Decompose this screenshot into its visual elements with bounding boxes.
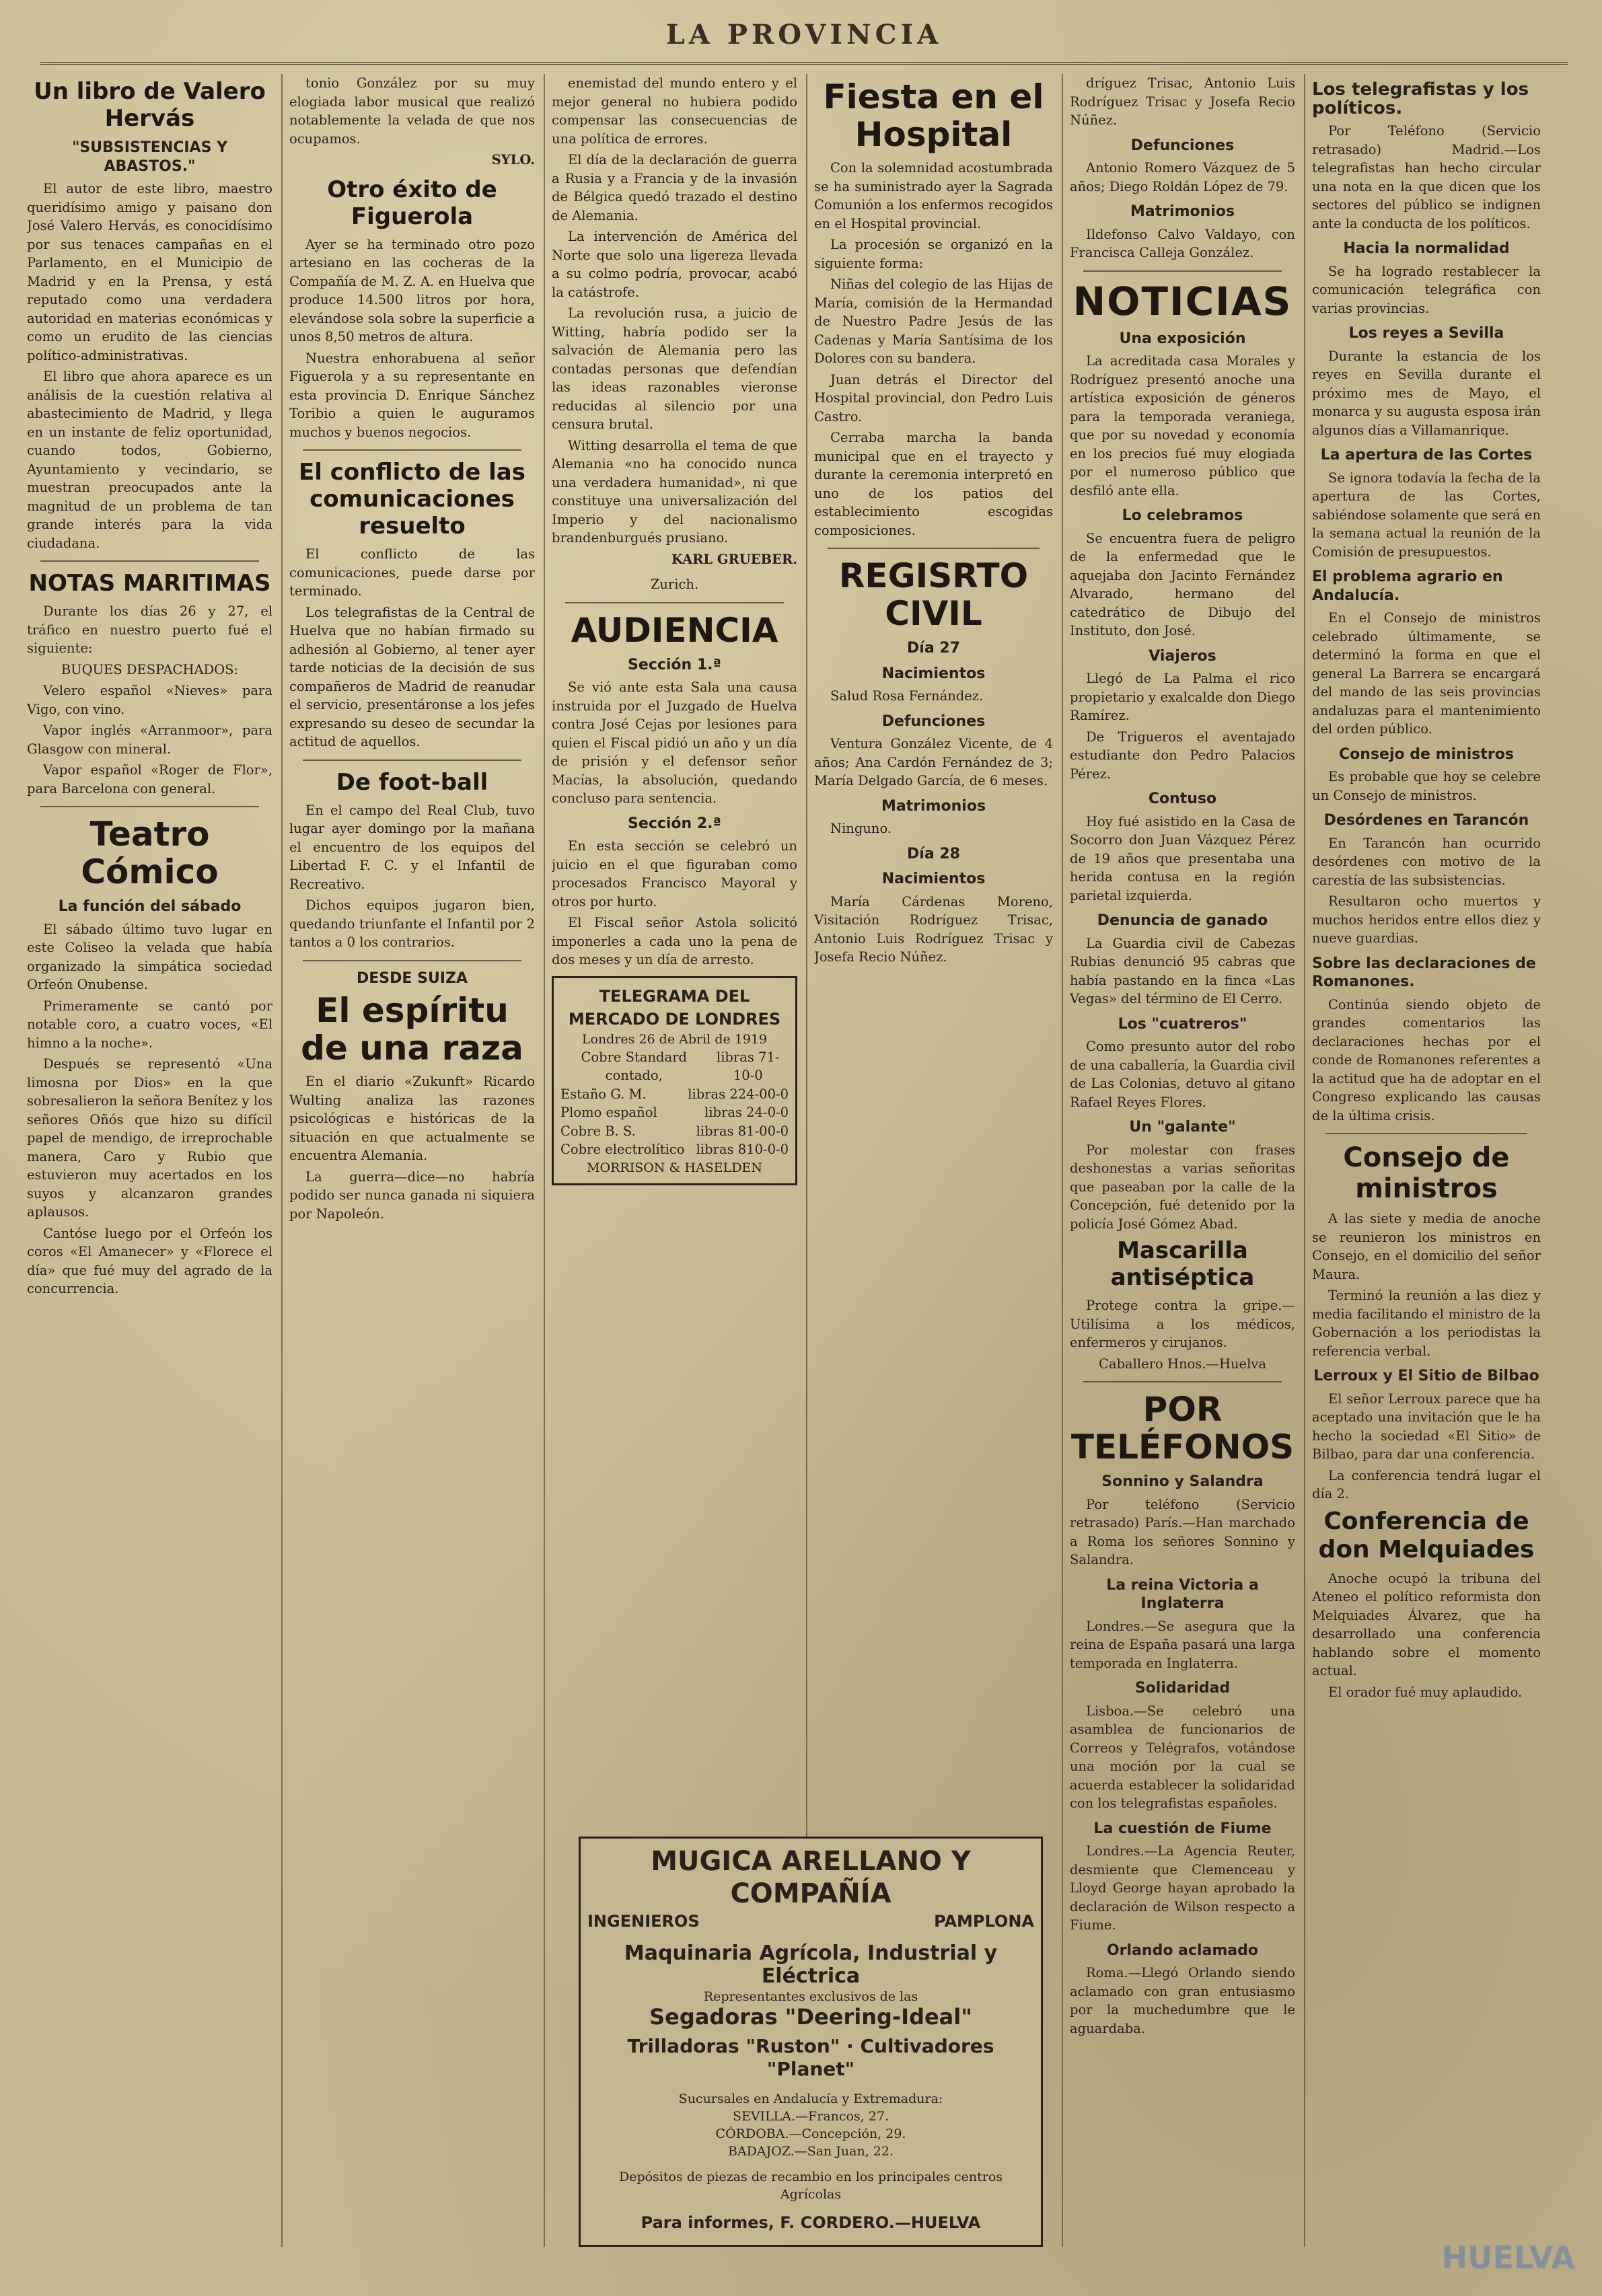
paragraph: Lisboa.—Se celebró una asamblea de funcionarios de Correos y Telégrafos, votándose una moción por la cual se acuerda establecer la solidaridad con los telegrafistas españoles. (1070, 1703, 1295, 1811)
paragraph: Ayer se ha terminado otro pozo artesiano en las cocheras de la Compañía de M. Z. A. en Huelva que produce 14.500 litros por hora, elevándose sola sobre la superficie a unos 8,50 metros de altura. (289, 236, 535, 344)
subhead: La reina Victoria a Inglaterra (1106, 1576, 1259, 1612)
paragraph: De Trigueros el aventajado estudiante don Pedro Palacios Pérez. (1070, 729, 1295, 782)
paragraph: En el diario «Zukunft» Ricardo Wulting analiza las razones psicológicas e históricas de la situación en que actualmente se encuentra Alemania. (289, 1074, 535, 1163)
ad-city: PAMPLONA (934, 1912, 1034, 1931)
headline-consejo: Consejo de ministros (1343, 1142, 1510, 1204)
subhead: Orlando aclamado (1106, 1941, 1259, 1959)
paragraph: En el campo del Real Club, tuvo lugar ayer domingo por la mañana el encuentro de los equipos del Libertad F. C. y el Infantil de Recreativo. (289, 802, 535, 892)
headline-registro-civil: REGISRTO CIVIL (838, 556, 1029, 633)
separator (565, 602, 784, 603)
paragraph: La guerra—dice—no habría podido ser nunca ganada ni siquiera por Napoleón. (289, 1169, 535, 1222)
headline-audiencia: AUDIENCIA (571, 610, 778, 650)
paragraph: La conferencia tendrá lugar el día 2. (1312, 1467, 1541, 1502)
column-rule (1062, 74, 1063, 2247)
separator (303, 960, 521, 961)
signature: KARL GRUEBER. (671, 551, 797, 567)
telegram-row (560, 1140, 789, 1159)
telegram-row (560, 1085, 789, 1104)
paragraph: Ildefonso Calvo Valdayo, con Francisca Calleja González. (1070, 226, 1295, 260)
subhead: Hacia la normalidad (1343, 240, 1510, 257)
paragraph: El autor de este libro, maestro queridísimo amigo y paisano don José Valero Hervás, es conocidísimo por sus tenaces campañas en el Parlamento, en el Municipio de Madrid y en la Prensa, y está reputado como una verdadera autoridad en materias económicas y como un erudito de las ciencias político-administrativas. (27, 181, 272, 363)
headline-por-telefonos: POR TELÉFONOS (1070, 1390, 1295, 1467)
paragraph: Caballero Hnos.—Huelva (1099, 1356, 1266, 1372)
subhead: Contuso (1148, 790, 1217, 807)
paragraph: María Cárdenas Moreno, Visitación Rodríguez Trisac, Antonio Luis Rodríguez Trisac y Josefa Recio Núñez. (814, 893, 1053, 965)
telegram-signature: MORRISON & HASELDEN (587, 1160, 762, 1175)
subhead: Nacimientos (881, 871, 986, 887)
paragraph: Antonio Romero Vázquez de 5 años; Diego Roldán López de 79. (1070, 160, 1295, 194)
paragraph: Se ha logrado restablecer la comunicación telegráfica con varias provincias. (1312, 263, 1541, 316)
telegram-box (552, 976, 797, 1185)
paragraph: Por Teléfono (Servicio retrasado) Madrid.—Los telegrafistas han hecho circular una nota en la que dicen que los sectores del público se indignen ante la conducta de los políticos. (1312, 123, 1541, 231)
subhead: Desórdenes en Tarancón (1323, 812, 1529, 829)
separator (303, 760, 521, 761)
subhead: Defunciones (881, 712, 986, 730)
paragraph: El día de la declaración de guerra a Rusia y a Francia y de la invasión de Bélgica quedó trazado el destino de Alemania. (552, 152, 797, 223)
subhead: Lerroux y El Sitio de Bilbao (1313, 1368, 1539, 1384)
paragraph: Anoche ocupó la tribuna del Ateneo el político reformista don Melquiades Álvarez, que ha desarrollado una conferencia hablando sobre el momento actual. (1312, 1570, 1541, 1678)
paragraph: En el Consejo de ministros celebrado últimamente, se determinó la forma en que el general La Barrera se encargará del mando de las seis provincias andaluzas para el mantenimiento del orden público. (1312, 610, 1541, 737)
column-rule (1304, 74, 1305, 2247)
subhead: Lo celebramos (1122, 507, 1243, 524)
paragraph: Se vió ante esta Sala una causa instruida por el Juzgado de Huelva contra José Cejas por lesiones para quien el Fiscal pidió un año y un día de prisión y el defensor señor Macías, la absolución, quedando concluso para sentencia. (552, 679, 797, 806)
paragraph: El conflicto de las comunicaciones, puede darse por terminado. (289, 546, 535, 599)
ad-sevilla: SEVILLA.—Francos, 27. (732, 2109, 889, 2124)
paragraph: Se ignora todavía la fecha de la apertura de las Cortes, sabiéndose solamente que será en la semana actual la reunión de la Comisión de presupuestos. (1312, 470, 1541, 560)
paragraph: La intervención de América del Norte que solo una ligereza llevada a su colmo podría, provocar, acabó la catástrofe. (552, 229, 797, 300)
subhead: Sonnino y Salandra (1101, 1473, 1264, 1490)
column-rule (544, 74, 545, 2247)
paragraph: enemistad del mundo entero y el mejor general no hubiera podido compensar las consecuencias de una política de errores. (552, 75, 797, 147)
masthead-title: LA PROVINCIA (665, 19, 943, 50)
telegram-row (560, 1103, 789, 1122)
paragraph: La Guardia civil de Cabezas Rubias denunció 95 cabras que había pastando en la finca «Las Vegas» del término de El Cerro. (1070, 935, 1295, 1006)
row-value: libras 81-00-0 (696, 1123, 789, 1139)
paragraph: El señor Lerroux parece que ha aceptado una invitación que le ha hecho la sociedad «El Sitio» de Bilbao, para dar una conferencia. (1312, 1391, 1541, 1462)
separator (40, 560, 259, 562)
paragraph: Ventura González Vicente, de 4 años; Ana Cardón Fernández de 3; María Delgado García, de 6 meses. (814, 736, 1053, 788)
paragraph: Después se representó «Una limosna por Dios» en la que sobresalieron la señora Benítez y los señores Oñós que hizo su difícil papel de mendigo, de irreprochable manera, Caro y Rubio que estuvieron muy acertados en los suyos y alcanzaron grandes aplausos. (27, 1056, 272, 1220)
paragraph: Dichos equipos jugaron bien, quedando triunfante el Infantil por 2 tantos a 0 los contrarios. (289, 897, 535, 950)
headline-teatro-comico: Teatro Cómico (81, 815, 219, 891)
archive-watermark: HUELVA (1441, 2239, 1575, 2276)
paragraph: Durante la estancia de los reyes en Sevilla durante el próximo mes de Mayo, el monarca y su augusta esposa irán algunos días a Villamanrique. (1312, 348, 1541, 438)
paragraph: Continúa siendo objeto de grandes comentarios las declaraciones hechas por el conde de Romanones referentes a la actitud que ha de adoptar en el Congreso explicando las causas de la última crisis. (1312, 996, 1541, 1123)
subhead: Sobre las declaraciones de Romanones. (1312, 955, 1536, 990)
paragraph: Resultaron ocho muertos y muchos heridos entre ellos diez y nueve guardias. (1312, 893, 1541, 946)
ad-informes: Para informes, F. CORDERO.—HUELVA (641, 2213, 981, 2232)
row-value: libras 810-0-0 (696, 1142, 789, 1157)
subhead: Matrimonios (881, 797, 986, 815)
paragraph: Es probable que hoy se celebre un Consejo de ministros. (1312, 769, 1541, 803)
separator (1325, 1133, 1527, 1134)
ad-subline (587, 1910, 1034, 1933)
paragraph: El sábado último tuvo lugar en este Coliseo la velada que había organizado la simpática sociedad Orfeón Onubense. (27, 921, 272, 992)
paragraph: Por molestar con frases deshonestas a varias señoritas que paseaban por la calle de la Concepción, fué detenido por la policía José Gómez Abad. (1070, 1142, 1295, 1232)
subhead: Nacimientos (881, 665, 986, 682)
column-1 (27, 74, 272, 2247)
city: Zurich. (650, 577, 699, 592)
ad-maquinaria: Maquinaria Agrícola, Industrial y Eléctrica (624, 1941, 998, 1988)
paragraph: Primeramente se cantó por notable coro, a cuatro voces, «El himno a la noche». (27, 998, 272, 1051)
headline-fiesta: Fiesta en el Hospital (823, 77, 1044, 154)
headline-conflicto: El conflicto de las comunicaciones resuelto (299, 459, 525, 540)
headline-noticias: NOTICIAS (1072, 278, 1292, 324)
paragraph: La acreditada casa Morales y Rodríguez presentó anoche una artística exposición de géneros para la temporada veraniega, que por su novedad y economía en los precios fué muy elogiada por el numeroso público que desfiló ante ella. (1070, 353, 1295, 498)
subhead-desde-suiza: DESDE SUIZA (357, 969, 468, 987)
paragraph: Se encuentra fuera de peligro de la enfermedad que le aquejaba don Jacinto Fernández Alvarado, hermano del catedrático de Dibujo del Instituto, don José. (1070, 530, 1295, 638)
subhead: Solidaridad (1134, 1680, 1231, 1697)
paragraph: La revolución rusa, a juicio de Witting, habría podido ser la salvación de Alemania pero las contadas personas que defendían las ideas razonables vieronse reducidas al silencio por una censura brutal. (552, 305, 797, 432)
paragraph: En Tarancón han ocurrido desórdenes con motivo de la carestía de las subsistencias. (1312, 835, 1541, 888)
subhead: El problema agrario en Andalucía. (1312, 568, 1503, 604)
paragraph: Vapor español «Roger de Flor», para Barcelona con general. (27, 762, 272, 797)
row-label: Cobre electrolítico (560, 1142, 685, 1157)
row-label: Plomo español (560, 1105, 657, 1120)
subhead: La cuestión de Fiume (1093, 1820, 1272, 1837)
signature: SYLO. (491, 152, 535, 168)
subhead: Consejo de ministros (1339, 745, 1514, 763)
column-rule (281, 74, 283, 2247)
separator (1083, 1381, 1282, 1382)
subhead-seccion-1: Sección 1.ª (628, 656, 721, 673)
subhead: Los "cuatreros" (1118, 1015, 1247, 1033)
date-heading: Día 27 (907, 640, 960, 657)
row-value: libras 224-00-0 (688, 1086, 789, 1102)
paragraph: Como presunto autor del robo de una caballería, la Guardia civil de Las Colonias, detuvo al gitano Rafael Reyes Flores. (1070, 1039, 1295, 1110)
headline-libro: Un libro de Valero Hervás (34, 78, 266, 132)
paragraph: Con la solemnidad acostumbrada se ha suministrado ayer la Sagrada Comunión a los enfermos recogidos en el Hospital provincial. (814, 160, 1053, 231)
subhead: Denuncia de ganado (1097, 912, 1268, 929)
headline-football: De foot-ball (336, 768, 488, 796)
subhead: Defunciones (1130, 137, 1235, 154)
paragraph: A las siete y media de anoche se reunieron los ministros en Consejo, en el domicilio del señor Maura. (1312, 1211, 1541, 1282)
paragraph: Cerraba marcha la banda municipal que en el trayecto y durante la ceremonia interpretó en uno de los patios del establecimiento escogidas composiciones. (814, 430, 1053, 538)
subhead: Un "galante" (1129, 1119, 1236, 1136)
paragraph: Roma.—Llegó Orlando siendo aclamado con gran entusiasmo por la muchedumbre que le aguardaba. (1070, 1965, 1295, 2036)
subhead-seccion-2: Sección 2.ª (628, 815, 721, 832)
ad-company: MUGICA ARELLANO Y COMPAÑÍA (651, 1846, 971, 1909)
column-5 (1070, 74, 1295, 2247)
row-value: libras 24-0-0 (704, 1105, 789, 1120)
subhead-libro: "SUBSISTENCIAS Y ABASTOS." (71, 139, 228, 175)
paragraph: Ninguno. (830, 821, 892, 836)
separator (1083, 270, 1282, 272)
ad-cordoba: CÓRDOBA.—Concepción, 29. (715, 2126, 906, 2141)
paragraph: Nuestra enhorabuena al señor Figuerola y a su representante en esta provincia D. Enrique Sánchez Toribio a quien le auguramos muchos y buenos negocios. (289, 350, 535, 440)
subhead: La apertura de las Cortes (1320, 447, 1533, 464)
separator (303, 449, 521, 451)
paragraph: El Fiscal señor Astola solicitó imponerles a cada uno la pena de dos meses y un día de arresto. (552, 915, 797, 967)
column-6 (1312, 74, 1541, 2247)
paragraph: Terminó la reunión a las diez y media facilitando el ministro de la Gobernación a los periodistas la referencia verbal. (1312, 1288, 1541, 1359)
ad-depositos: Depósitos de piezas de recambio en los principales centros Agrícolas (618, 2170, 1003, 2202)
subhead: Los reyes a Sevilla (1348, 325, 1504, 342)
paragraph: Llegó de La Palma el rico propietario y exalcalde don Diego Ramírez. (1070, 671, 1295, 723)
paragraph: Londres.—La Agencia Reuter, desmiente que Clemenceau y Lloyd George hayan aprobado la declaración de Wilson respecto a Fiume. (1070, 1843, 1295, 1933)
row-label: Estaño G. M. (560, 1086, 647, 1102)
subhead: Una exposición (1119, 330, 1246, 347)
telegram-title: TELEGRAMA DEL MERCADO DE LONDRES (568, 986, 781, 1029)
advertisement (579, 1837, 1043, 2247)
paragraph: El orador fué muy aplaudido. (1328, 1684, 1523, 1700)
row-label: Cobre B. S. (560, 1123, 636, 1139)
ad-ingenieros: INGENIEROS (587, 1912, 700, 1931)
paragraph: La procesión se organizó en la siguiente forma: (814, 237, 1053, 271)
paragraph: Por teléfono (Servicio retrasado) París.—Han marchado a Roma los señores Sonnino y Salandra. (1070, 1496, 1295, 1567)
row-value: libras 71-10-0 (716, 1049, 780, 1083)
telegram-row (560, 1048, 789, 1085)
headline-espiritu: El espíritu de una raza (301, 991, 523, 1068)
date-heading: Día 28 (907, 845, 960, 862)
ad-representantes: Representantes exclusivos de las (703, 1989, 918, 2004)
subhead-teatro: La función del sábado (58, 898, 242, 915)
separator (40, 806, 259, 807)
paragraph: Salud Rosa Fernández. (830, 688, 984, 704)
paragraph: Hoy fué asistido en la Casa de Socorro don Juan Vázquez Pérez de 19 años que presentaba una herida contusa en la región parietal izquierda. (1070, 813, 1295, 903)
subhead: Viajeros (1149, 647, 1216, 665)
headline-notas-maritimas: NOTAS MARITIMAS (28, 570, 271, 597)
subhead: Los telegrafistas y los políticos. (1312, 79, 1529, 118)
paragraph: Cantóse luego por el Orfeón los coros «El Amanecer» y «Florece el día» que fué muy del agrado de la concurrencia. (27, 1225, 272, 1296)
ad-trilladoras: Trilladoras "Ruston" · Cultivadores "Planet" (627, 2035, 994, 2080)
paragraph: Niñas del colegio de las Hijas de María, comisión de la Hermandad de Nuestro Padre Jesús de las Cadenas y María Santísima de los Dolores con su bandera. (814, 276, 1053, 366)
paragraph: El libro que ahora aparece es un análisis de la cuestión relativa al abastecimiento de Madrid, y llega en un instante de feliz oportunidad, cuando todos, Gobierno, Ayuntamiento y vecindario, se muestran preocupados ante la magnitud de un problema de tan grande interés para la vida ciudadana. (27, 369, 272, 551)
paragraph: Vapor inglés «Arranmoor», para Glasgow con mineral. (27, 723, 272, 757)
paragraph: dríguez Trisac, Antonio Luis Rodríguez Trisac y Josefa Recio Núñez. (1070, 75, 1295, 128)
headline-conferencia: Conferencia de don Melquiades (1318, 1507, 1535, 1563)
headline-figuerola: Otro éxito de Figuerola (327, 176, 497, 230)
label-buques: BUQUES DESPACHADOS: (61, 661, 239, 677)
paragraph: Velero español «Nieves» para Vigo, con vino. (27, 683, 272, 717)
ad-sucursales: Sucursales en Andalucía y Extremadura: (678, 2091, 943, 2106)
masthead (40, 15, 1568, 65)
paragraph: tonio González por su muy elogiada labor musical que realizó notablemente la velada de que nos ocupamos. (289, 75, 535, 147)
telegram-row (560, 1122, 789, 1141)
row-label: Cobre Standard contado, (581, 1049, 687, 1083)
headline-mascarilla: Mascarilla antiséptica (1110, 1237, 1255, 1291)
paragraph: Durante los días 26 y 27, el tráfico en nuestro puerto fué el siguiente: (27, 603, 272, 656)
paragraph: Juan detrás el Director del Hospital provincial, don Pedro Luis Castro. (814, 371, 1053, 424)
paragraph: Witting desarrolla el tema de que Alemania «no ha conocido nunca una verdadera humanidad», ni que constituye una universalización del Imperio y del nacionalismo brandenburgués prusiano. (552, 437, 797, 546)
paragraph: Londres.—Se asegura que la reina de España pasará una larga temporada en Inglaterra. (1070, 1618, 1295, 1671)
ad-segadoras: Segadoras "Deering-Ideal" (649, 2004, 972, 2030)
paragraph: Protege contra la gripe.—Utilísima a los médicos, enfermeros y cirujanos. (1070, 1298, 1295, 1350)
subhead: Matrimonios (1130, 203, 1235, 220)
paragraph: En esta sección se celebró un juicio en el que figuraban como procesados Francisco Mayoral y otros por hurto. (552, 838, 797, 910)
paragraph: Los telegrafistas de la Central de Huelva que no habían firmado su adhesión al Gobierno, al tener ayer tarde noticias de la decisión de sus compañeros de Madrid de reanudar el servicio, presentáronse a los jefes expresando su deseo de secundar la actitud de aquellos. (289, 604, 535, 749)
ad-badajoz: BADAJOZ.—San Juan, 22. (727, 2144, 894, 2159)
telegram-date: Londres 26 de Abril de 1919 (581, 1031, 768, 1047)
column-2 (289, 74, 535, 2247)
separator (828, 548, 1040, 549)
